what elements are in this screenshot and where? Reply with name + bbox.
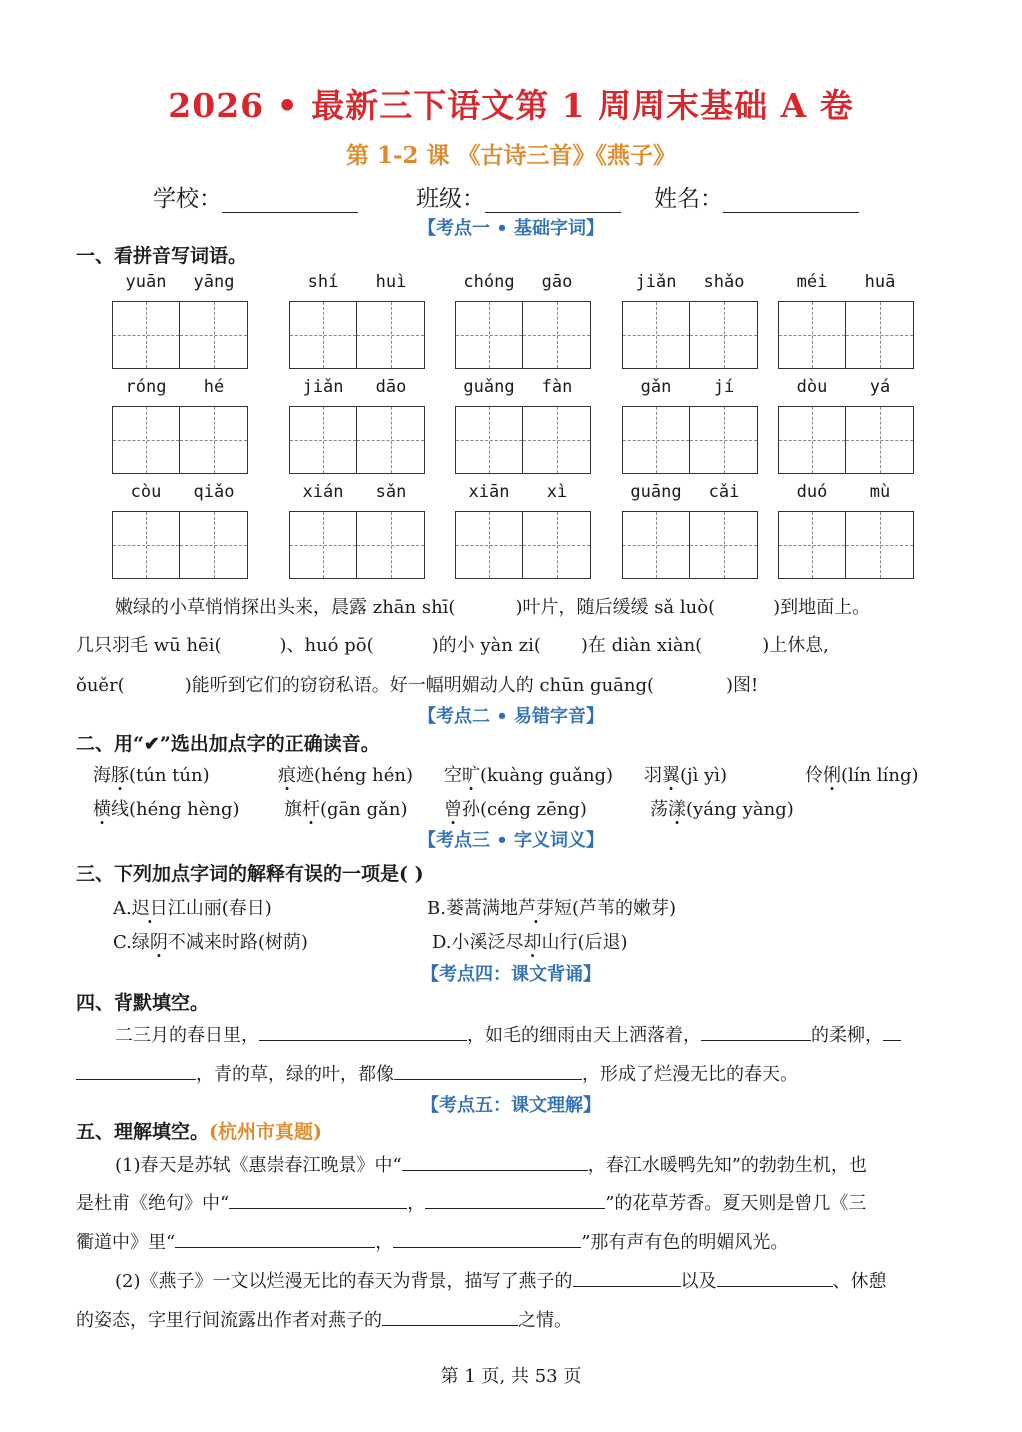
pinyin-label: yāng: [193, 272, 235, 292]
tianzige-cell[interactable]: [622, 511, 690, 579]
pinyin-label: mù: [869, 482, 891, 502]
text: D.小溪泛尽: [432, 932, 524, 953]
pinyin-label: duó: [796, 482, 828, 502]
blank[interactable]: [259, 1022, 467, 1041]
tianzige-cell[interactable]: [112, 511, 180, 579]
text: 荡: [650, 799, 668, 820]
sec4-line2: [76, 1060, 798, 1086]
blank[interactable]: [229, 1190, 407, 1209]
pinyin-label: róng: [125, 377, 167, 397]
dotted-char: 痕: [278, 765, 296, 786]
blank[interactable]: [175, 1229, 375, 1248]
class-field: [416, 180, 621, 213]
text: 海: [93, 765, 111, 786]
text: (yáng yàng): [686, 799, 794, 820]
blank[interactable]: [76, 1061, 196, 1080]
dotted-char: 杆: [302, 799, 320, 820]
pronunciation-item[interactable]: [644, 761, 727, 787]
writing-grid: [112, 301, 248, 369]
dotted-char: 曾: [444, 799, 462, 820]
sec5-q1-line3: [76, 1228, 788, 1254]
pinyin-label: jí: [713, 377, 735, 397]
sec4-line1: [115, 1021, 901, 1047]
sec5-q2-line2: [76, 1306, 572, 1332]
text: 孙(céng zēng): [462, 799, 587, 820]
text: ，春江水暖鸭先知”的勃勃生机，也: [587, 1155, 867, 1176]
text: )到地面上。: [773, 597, 871, 618]
text: 伶: [805, 765, 823, 786]
tianzige-cell[interactable]: [112, 406, 180, 474]
text: 的柔柳，: [811, 1025, 883, 1046]
dotted-char: 旷: [462, 765, 480, 786]
tianzige-cell[interactable]: [846, 301, 914, 369]
text: (lín líng): [841, 765, 919, 786]
tianzige-cell[interactable]: [778, 511, 846, 579]
writing-grid: [778, 406, 914, 474]
text: 二三月的春日里，: [115, 1025, 259, 1046]
tianzige-cell[interactable]: [357, 406, 425, 474]
sec1-para-line2: [76, 631, 829, 657]
dotted-char: 漾: [668, 799, 686, 820]
source-tag: (杭州市真题): [209, 1121, 322, 1143]
pinyin-label: xián: [302, 482, 344, 502]
text: ，如毛的细雨由天上洒落着，: [467, 1025, 701, 1046]
text: ，形成了烂漫无比的春天。: [582, 1064, 798, 1085]
text: C.绿: [113, 932, 150, 953]
tianzige-cell[interactable]: [180, 511, 248, 579]
tianzige-cell[interactable]: [523, 301, 591, 369]
text: 五、理解填空。: [76, 1121, 210, 1143]
tianzige-cell[interactable]: [523, 406, 591, 474]
text: ，青的草，绿的叶，都像: [196, 1064, 394, 1085]
tianzige-cell[interactable]: [180, 301, 248, 369]
text: 嫩绿的小草悄悄探出头来，晨露 zhān shī(: [115, 597, 456, 618]
text: )能听到它们的窃窃私语。好一幅明媚动人的 chūn guāng(: [184, 675, 655, 696]
kp1-heading: 【考点一 • 基础字词】: [417, 218, 605, 239]
text: 羽: [644, 765, 662, 786]
tianzige-cell[interactable]: [357, 511, 425, 579]
dotted-text: 却: [523, 932, 542, 953]
school-blank[interactable]: [222, 188, 358, 213]
tianzige-cell[interactable]: [778, 301, 846, 369]
pinyin-label: méi: [796, 272, 828, 292]
writing-grid: [455, 301, 591, 369]
text: 是杜甫《绝句》中“: [76, 1193, 230, 1214]
text: (2)《燕子》一文以烂漫无比的春天为背景，描写了燕子的: [115, 1271, 573, 1292]
text: )上休息,: [762, 635, 829, 656]
text: )在 diàn xiàn(: [580, 635, 703, 656]
tianzige-cell[interactable]: [455, 301, 523, 369]
option-a[interactable]: [113, 894, 272, 920]
pronunciation-item[interactable]: [278, 761, 413, 787]
kp2-heading: 【考点二 • 易错字音】: [417, 706, 605, 727]
tianzige-cell[interactable]: [690, 511, 758, 579]
text: A.: [113, 898, 132, 919]
text: 线(héng hèng): [111, 799, 240, 820]
tianzige-cell[interactable]: [455, 511, 523, 579]
pinyin-label: yuān: [125, 272, 167, 292]
writing-grid: [289, 406, 425, 474]
pinyin-label: gǎn: [640, 377, 672, 397]
page-footer: 第 1 页, 共 53 页: [440, 1366, 582, 1387]
tianzige-cell[interactable]: [846, 511, 914, 579]
tianzige-cell[interactable]: [455, 406, 523, 474]
tianzige-cell[interactable]: [690, 301, 758, 369]
sec5-q1-line2: [76, 1189, 866, 1215]
pinyin-label: gāo: [541, 272, 573, 292]
pinyin-label: xiān: [468, 482, 510, 502]
pinyin-label: qiǎo: [193, 482, 235, 502]
text: 以及: [680, 1271, 717, 1292]
class-blank[interactable]: [485, 188, 621, 213]
dotted-text: 迟日: [131, 898, 168, 919]
pronunciation-item[interactable]: [444, 761, 613, 787]
option-c[interactable]: [113, 928, 308, 954]
writing-grid: [112, 406, 248, 474]
tianzige-cell[interactable]: [622, 301, 690, 369]
text: 短(芦苇的嫩芽): [553, 898, 676, 919]
page-title: 2026 • 最新三下语文第 1 周周末基础 A 卷: [168, 86, 854, 125]
text: 山行(后退): [541, 932, 628, 953]
pronunciation-item[interactable]: [444, 795, 587, 821]
text: (1)春天是苏轼《惠崇春江晚景》中“: [115, 1155, 402, 1176]
dotted-char: 翼: [662, 765, 680, 786]
tianzige-cell[interactable]: [357, 301, 425, 369]
name-blank[interactable]: [723, 188, 859, 213]
pronunciation-item[interactable]: [650, 795, 794, 821]
tianzige-cell[interactable]: [289, 301, 357, 369]
writing-grid: [778, 511, 914, 579]
blank[interactable]: [573, 1268, 681, 1287]
text: )图!: [726, 675, 759, 696]
tianzige-cell[interactable]: [778, 406, 846, 474]
blank[interactable]: [701, 1022, 811, 1041]
writing-grid: [289, 511, 425, 579]
text: ，: [375, 1232, 394, 1253]
text: (gān gǎn): [320, 799, 408, 820]
sec1-para-line1: [115, 593, 870, 619]
sec1-title: 一、看拼音写词语。: [76, 245, 248, 267]
dotted-char: 俐: [823, 765, 841, 786]
writing-grid: [289, 301, 425, 369]
pinyin-label: dòu: [796, 377, 828, 397]
text: (tún tún): [129, 765, 210, 786]
text: 的姿态，字里行间流露出作者对燕子的: [76, 1310, 382, 1331]
text: B.蒌蒿满地: [427, 898, 518, 919]
school-label: 学校：: [153, 186, 222, 212]
kp4-heading: 【考点四：课文背诵】: [421, 964, 601, 985]
tianzige-cell[interactable]: [180, 406, 248, 474]
pinyin-label: shí: [307, 272, 339, 292]
sec5-q1-line1: [115, 1151, 867, 1177]
tianzige-cell[interactable]: [523, 511, 591, 579]
kp3-heading: 【考点三 • 字义词义】: [417, 830, 605, 851]
blank[interactable]: [883, 1022, 901, 1041]
text: (jì yì): [680, 765, 728, 786]
dotted-text: 芦芽: [517, 898, 554, 919]
pinyin-label: sǎn: [375, 482, 407, 502]
text: ，: [407, 1193, 426, 1214]
writing-grid: [622, 511, 758, 579]
pinyin-label: guāng: [630, 482, 682, 502]
text: 迹(héng hén): [296, 765, 413, 786]
pronunciation-item[interactable]: [284, 795, 407, 821]
option-d[interactable]: [432, 928, 628, 954]
page-subtitle: 第 1-2 课 《古诗三首》《燕子》: [345, 142, 677, 169]
pinyin-label: jiǎn: [302, 377, 344, 397]
text: (kuàng guǎng): [480, 765, 614, 786]
dotted-char: 横: [93, 799, 111, 820]
dotted-char: 豚: [111, 765, 129, 786]
tianzige-cell[interactable]: [289, 511, 357, 579]
pinyin-label: huā: [864, 272, 896, 292]
pinyin-label: fàn: [541, 377, 573, 397]
school-field: [153, 180, 358, 213]
text: )、huó pō(: [279, 635, 374, 656]
pinyin-label: hé: [203, 377, 225, 397]
pronunciation-item[interactable]: [805, 761, 919, 787]
name-label: 姓名：: [654, 186, 723, 212]
blank[interactable]: [382, 1307, 518, 1326]
text: )叶片，随后缓缓 sǎ luò(: [515, 597, 716, 618]
pinyin-label: huì: [375, 272, 407, 292]
blank[interactable]: [394, 1061, 582, 1080]
pinyin-label: shǎo: [703, 272, 745, 292]
text: ”那有声有色的明媚风光。: [581, 1232, 789, 1253]
text: ”的花草芳香。夏天则是曾几《三: [605, 1193, 867, 1214]
blank[interactable]: [402, 1152, 588, 1171]
blank[interactable]: [393, 1229, 581, 1248]
text: 空: [444, 765, 462, 786]
pinyin-label: dāo: [375, 377, 407, 397]
sec5-q2-line1: [115, 1267, 887, 1293]
sec5-title: [76, 1117, 322, 1144]
blank[interactable]: [717, 1268, 833, 1287]
writing-grid: [622, 301, 758, 369]
tianzige-cell[interactable]: [622, 406, 690, 474]
text: 不减来时路(树荫): [167, 932, 308, 953]
text: 几只羽毛 wū hēi(: [76, 635, 222, 656]
pinyin-label: xì: [546, 482, 568, 502]
text: ǒuěr(: [76, 675, 125, 696]
writing-grid: [778, 301, 914, 369]
writing-grid: [112, 511, 248, 579]
sec3-title: 三、下列加点字词的解释有误的一项是( ): [76, 863, 424, 885]
sec4-title: 四、背默填空。: [76, 992, 210, 1014]
pinyin-label: cǎi: [708, 482, 740, 502]
pinyin-label: chóng: [463, 272, 515, 292]
text: 之情。: [518, 1310, 572, 1331]
pronunciation-item[interactable]: [93, 761, 210, 787]
writing-grid: [455, 406, 591, 474]
writing-grid: [455, 511, 591, 579]
option-b[interactable]: [427, 894, 676, 920]
text: 衢道中》里“: [76, 1232, 176, 1253]
text: 江山丽(春日): [167, 898, 272, 919]
sec1-para-line3: [76, 671, 758, 697]
kp5-heading: 【考点五：课文理解】: [421, 1095, 601, 1116]
tianzige-cell[interactable]: [690, 406, 758, 474]
name-field: [654, 180, 859, 213]
text: 、休憩: [832, 1271, 887, 1292]
sec2-title: 二、用“✔”选出加点字的正确读音。: [76, 733, 380, 755]
pinyin-label: yá: [869, 377, 891, 397]
blank[interactable]: [425, 1190, 605, 1209]
tianzige-cell[interactable]: [846, 406, 914, 474]
tianzige-cell[interactable]: [289, 406, 357, 474]
pinyin-label: jiǎn: [635, 272, 677, 292]
dotted-text: 阴: [149, 932, 168, 953]
pinyin-label: guǎng: [463, 377, 515, 397]
pinyin-label: còu: [130, 482, 162, 502]
tianzige-cell[interactable]: [112, 301, 180, 369]
text: )的小 yàn zi(: [431, 635, 541, 656]
pronunciation-item[interactable]: [93, 795, 240, 821]
writing-grid: [622, 406, 758, 474]
text: 旗: [284, 799, 302, 820]
class-label: 班级：: [416, 186, 485, 212]
